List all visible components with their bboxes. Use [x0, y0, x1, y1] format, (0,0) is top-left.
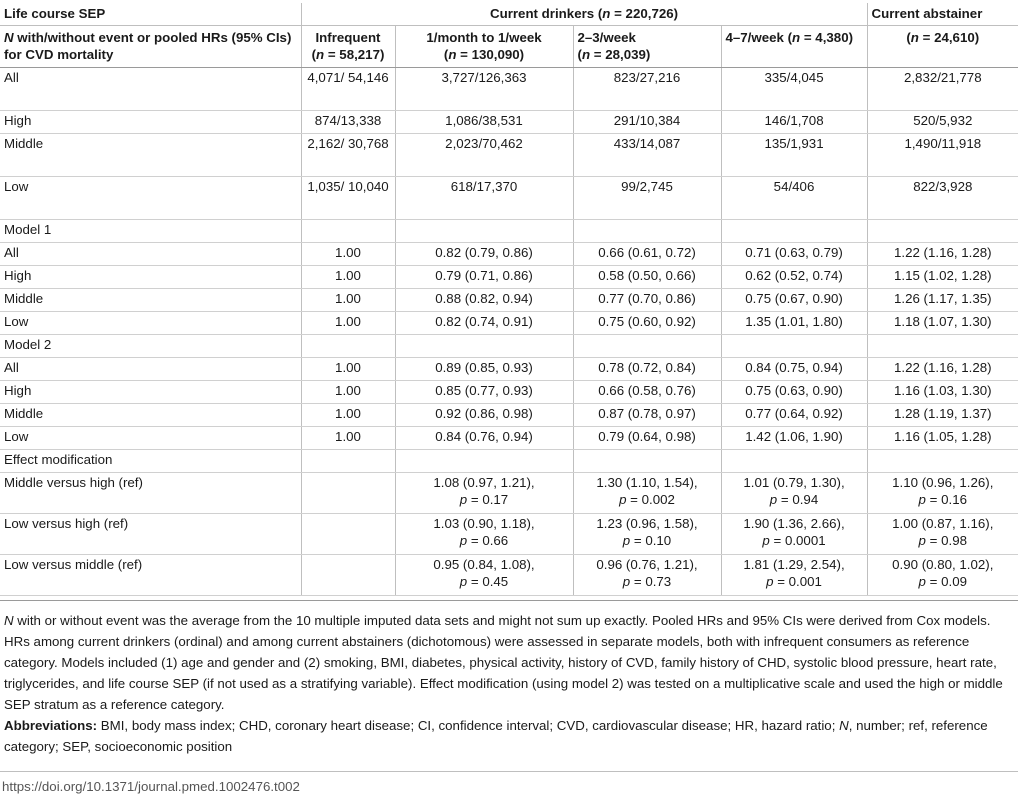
cell-twothree: 823/27,216 [573, 68, 721, 111]
table-row [0, 68, 1018, 111]
cell-monthly: 0.79 (0.71, 0.86) [395, 266, 573, 289]
table-row [0, 243, 1018, 266]
cell-abstainer: 2,832/21,778 [867, 68, 1018, 111]
header-life-course-sep: Life course SEP [0, 3, 301, 26]
table-row [0, 134, 1018, 177]
row-label: Low [0, 312, 301, 335]
cell-infrequent: 1.00 [301, 312, 395, 335]
row-label: Low [0, 177, 301, 220]
section-row-model2 [0, 335, 1018, 358]
cell-infrequent: 4,071/ 54,146 [301, 68, 395, 111]
header-current-abstainer: Current abstainer [867, 3, 1018, 26]
table-row [0, 266, 1018, 289]
cell-fourseven: 0.75 (0.67, 0.90) [721, 289, 867, 312]
cell-fourseven: 0.75 (0.63, 0.90) [721, 381, 867, 404]
cell-infrequent: 1.00 [301, 381, 395, 404]
cell-infrequent: 1.00 [301, 289, 395, 312]
row-label: High [0, 266, 301, 289]
cell-fourseven: 335/4,045 [721, 68, 867, 111]
cell-fourseven: 1.81 (1.29, 2.54), p = 0.001 [721, 555, 867, 596]
cell-monthly: 1.08 (0.97, 1.21), p = 0.17 [395, 473, 573, 514]
cell-fourseven: 0.71 (0.63, 0.79) [721, 243, 867, 266]
cell-abstainer: 1,490/11,918 [867, 134, 1018, 177]
row-label: Middle [0, 134, 301, 177]
cell-abstainer: 1.22 (1.16, 1.28) [867, 243, 1018, 266]
cell-fourseven: 1.42 (1.06, 1.90) [721, 427, 867, 450]
cell-infrequent: 1.00 [301, 358, 395, 381]
row-label: High [0, 381, 301, 404]
cell-monthly: 0.84 (0.76, 0.94) [395, 427, 573, 450]
row-label: Low versus middle (ref) [0, 555, 301, 596]
header-monthly: 1/month to 1/week (n = 130,090) [395, 26, 573, 68]
section-row-model1 [0, 220, 1018, 243]
cell-fourseven: 135/1,931 [721, 134, 867, 177]
table-row [0, 427, 1018, 450]
header-four-seven-week: 4–7/week (n = 4,380) [721, 26, 867, 68]
row-label: Middle versus high (ref) [0, 473, 301, 514]
cell-abstainer: 1.18 (1.07, 1.30) [867, 312, 1018, 335]
cell-fourseven: 146/1,708 [721, 111, 867, 134]
section-title: Effect modification [0, 450, 301, 473]
cell-fourseven: 0.77 (0.64, 0.92) [721, 404, 867, 427]
cell-fourseven: 0.62 (0.52, 0.74) [721, 266, 867, 289]
cell-abstainer: 0.90 (0.80, 1.02), p = 0.09 [867, 555, 1018, 596]
cell-infrequent [301, 514, 395, 555]
cell-abstainer: 1.00 (0.87, 1.16), p = 0.98 [867, 514, 1018, 555]
cell-infrequent: 874/13,338 [301, 111, 395, 134]
cell-twothree: 0.58 (0.50, 0.66) [573, 266, 721, 289]
cell-twothree: 0.96 (0.76, 1.21), p = 0.73 [573, 555, 721, 596]
cell-infrequent: 2,162/ 30,768 [301, 134, 395, 177]
table-row [0, 358, 1018, 381]
cell-monthly: 0.82 (0.79, 0.86) [395, 243, 573, 266]
section-row-effect-modification [0, 450, 1018, 473]
cell-infrequent: 1.00 [301, 243, 395, 266]
table-row [0, 289, 1018, 312]
section-title: Model 1 [0, 220, 301, 243]
row-label: All [0, 68, 301, 111]
cell-twothree: 1.30 (1.10, 1.54), p = 0.002 [573, 473, 721, 514]
header-row-categories [0, 26, 1018, 68]
table-row [0, 555, 1018, 596]
cell-abstainer: 1.28 (1.19, 1.37) [867, 404, 1018, 427]
header-measure-description: N with/without event or pooled HRs (95% CIs) for CVD mortality [0, 26, 301, 68]
row-label: All [0, 243, 301, 266]
header-current-drinkers: Current drinkers (n = 220,726) [301, 3, 867, 26]
cell-infrequent [301, 473, 395, 514]
cell-abstainer: 1.16 (1.05, 1.28) [867, 427, 1018, 450]
header-row-groups [0, 3, 1018, 26]
cell-twothree: 0.78 (0.72, 0.84) [573, 358, 721, 381]
header-two-three-week: 2–3/week (n = 28,039) [573, 26, 721, 68]
cell-abstainer: 1.26 (1.17, 1.35) [867, 289, 1018, 312]
cell-abstainer: 1.15 (1.02, 1.28) [867, 266, 1018, 289]
table-row [0, 312, 1018, 335]
cell-fourseven: 0.84 (0.75, 0.94) [721, 358, 867, 381]
cell-monthly: 0.88 (0.82, 0.94) [395, 289, 573, 312]
cell-infrequent: 1,035/ 10,040 [301, 177, 395, 220]
cell-abstainer: 1.16 (1.03, 1.30) [867, 381, 1018, 404]
cell-fourseven: 54/406 [721, 177, 867, 220]
footnote-text: N with or without event was the average from the 10 multiple imputed data sets and might not sum up exactly. Pooled HRs and 95% CIs were derived from Cox models. HRs among current drinkers (ordinal) and among current abstainers (dichotomous) were assessed in separate models, both with infrequent consumers as reference category. Models included (1) age and gender and (2) smoking, BMI, diabetes, physical activity, history of CVD, family history of CHD, systolic blood pressure, heart rate, triglycerides, and life course SEP (if not used as a stratifying variable). Effect modification (using model 2) was tested on a multiplicative scale and used the high or middle SEP stratum as a reference category. [4, 613, 1003, 712]
cell-abstainer: 520/5,932 [867, 111, 1018, 134]
table-row [0, 381, 1018, 404]
cell-monthly: 0.92 (0.86, 0.98) [395, 404, 573, 427]
row-label: Middle [0, 289, 301, 312]
cell-twothree: 0.66 (0.58, 0.76) [573, 381, 721, 404]
cell-infrequent: 1.00 [301, 427, 395, 450]
table-row [0, 473, 1018, 514]
row-label: High [0, 111, 301, 134]
results-table [0, 3, 1018, 596]
cell-twothree: 0.66 (0.61, 0.72) [573, 243, 721, 266]
cell-twothree: 99/2,745 [573, 177, 721, 220]
cell-twothree: 0.75 (0.60, 0.92) [573, 312, 721, 335]
table-row [0, 177, 1018, 220]
row-label: All [0, 358, 301, 381]
cell-monthly: 1.03 (0.90, 1.18), p = 0.66 [395, 514, 573, 555]
cell-twothree: 0.79 (0.64, 0.98) [573, 427, 721, 450]
cell-infrequent: 1.00 [301, 404, 395, 427]
cell-twothree: 1.23 (0.96, 1.58), p = 0.10 [573, 514, 721, 555]
row-label: Low [0, 427, 301, 450]
cell-twothree: 433/14,087 [573, 134, 721, 177]
doi-link[interactable]: https://doi.org/10.1371/journal.pmed.1002476.t002 [2, 779, 300, 794]
table-row [0, 111, 1018, 134]
cell-monthly: 0.85 (0.77, 0.93) [395, 381, 573, 404]
row-label: Low versus high (ref) [0, 514, 301, 555]
cell-abstainer: 1.10 (0.96, 1.26), p = 0.16 [867, 473, 1018, 514]
cell-infrequent: 1.00 [301, 266, 395, 289]
cell-fourseven: 1.35 (1.01, 1.80) [721, 312, 867, 335]
table-row [0, 514, 1018, 555]
cell-monthly: 0.89 (0.85, 0.93) [395, 358, 573, 381]
cell-twothree: 291/10,384 [573, 111, 721, 134]
row-label: Middle [0, 404, 301, 427]
cell-fourseven: 1.01 (0.79, 1.30), p = 0.94 [721, 473, 867, 514]
header-infrequent: Infrequent (n = 58,217) [301, 26, 395, 68]
cell-monthly: 1,086/38,531 [395, 111, 573, 134]
footnote-divider [0, 600, 1018, 601]
header-abstainer-n: (n = 24,610) [867, 26, 1018, 68]
cell-infrequent [301, 555, 395, 596]
table-row [0, 404, 1018, 427]
cell-fourseven: 1.90 (1.36, 2.66), p = 0.0001 [721, 514, 867, 555]
abbreviations: Abbreviations: BMI, body mass index; CHD, coronary heart disease; CI, confidence interval; CVD, cardiovascular disease; HR, hazard ratio; N, number; ref, reference category; SEP, socioeconomic position [4, 718, 988, 754]
cell-monthly: 618/17,370 [395, 177, 573, 220]
table-footnote [4, 610, 1012, 757]
cell-twothree: 0.87 (0.78, 0.97) [573, 404, 721, 427]
section-title: Model 2 [0, 335, 301, 358]
cell-monthly: 2,023/70,462 [395, 134, 573, 177]
cell-abstainer: 822/3,928 [867, 177, 1018, 220]
cell-monthly: 0.82 (0.74, 0.91) [395, 312, 573, 335]
cell-twothree: 0.77 (0.70, 0.86) [573, 289, 721, 312]
doi-divider [0, 771, 1018, 772]
cell-monthly: 0.95 (0.84, 1.08), p = 0.45 [395, 555, 573, 596]
cell-abstainer: 1.22 (1.16, 1.28) [867, 358, 1018, 381]
cell-monthly: 3,727/126,363 [395, 68, 573, 111]
